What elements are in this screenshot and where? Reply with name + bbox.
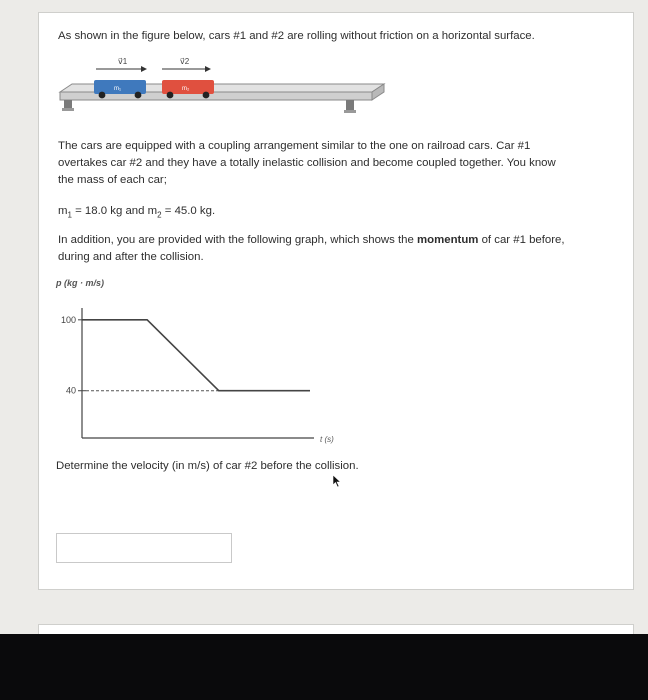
masses-line: $m_1 = 18.0$ kg and $m_2 = 45.0$ kg. [58, 205, 216, 220]
car-2-wheel [167, 92, 174, 99]
car-1-wheel [99, 92, 106, 99]
para2-line2: during and after the collision. [58, 251, 204, 263]
momentum-graph [52, 272, 352, 452]
track-stand-right [346, 100, 354, 110]
answer-input[interactable] [56, 533, 232, 563]
v2-label: v⃗2 [180, 57, 190, 66]
car-1-wheel [135, 92, 142, 99]
car-1-label: m₁ [114, 86, 122, 92]
cars-figure [52, 52, 392, 122]
mouse-cursor-icon [332, 474, 342, 488]
para1-line1: The cars are equipped with a coupling arrangement similar to the one on railroad cars. Car #1 [58, 140, 531, 152]
car-2-label: m₂ [182, 86, 190, 92]
momentum-series-line [82, 320, 310, 391]
bottom-bar [0, 634, 648, 700]
y-tick-label-100: 100 [60, 314, 76, 325]
prompt-text: Determine the velocity (in m/s) of car #2 before the collision. [56, 460, 359, 472]
para2-line1: In addition, you are provided with the following graph, which shows the momentum of car #1 before, [58, 234, 565, 246]
para1-line2: overtakes car #2 and they have a totally inelastic collision and become coupled together. You know [58, 157, 556, 169]
para1-line3: the mass of each car; [58, 174, 167, 186]
intro-text: As shown in the figure below, cars #1 and #2 are rolling without friction on a horizontal surface. [58, 30, 535, 42]
v1-label: v⃗1 [118, 57, 128, 66]
car-2-wheel [203, 92, 210, 99]
track-stand-left [64, 100, 72, 108]
y-axis-label: p (kg · m/s) [56, 278, 105, 288]
y-tick-label-40: 40 [65, 385, 76, 396]
x-axis-label: t (s) [320, 435, 334, 444]
